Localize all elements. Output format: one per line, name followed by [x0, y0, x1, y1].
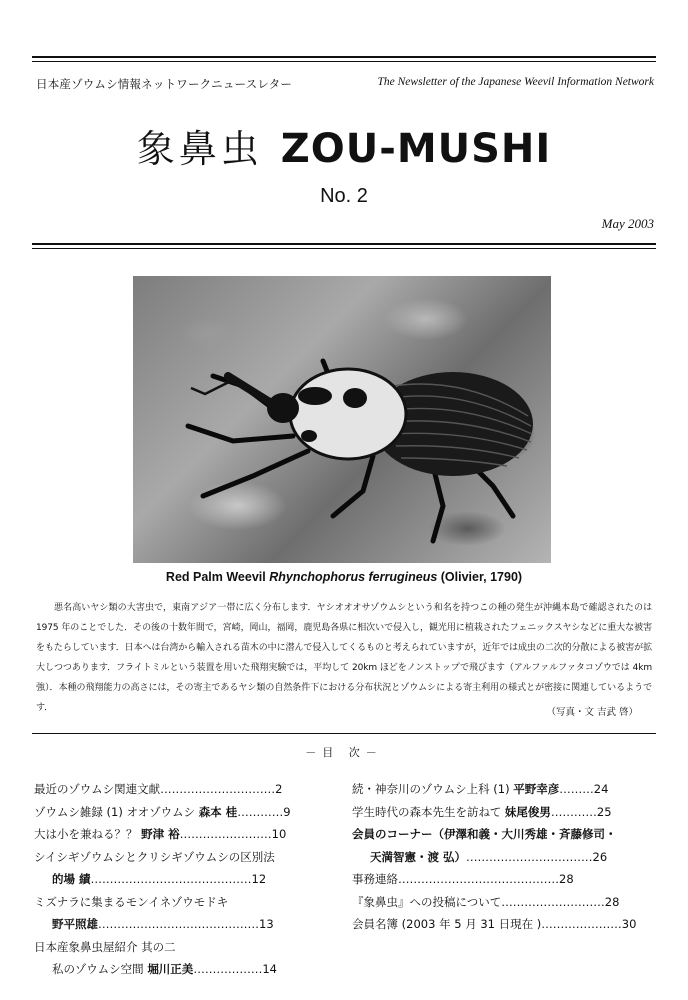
toc-entry-title: 大は小を兼ねる？？: [34, 827, 142, 841]
toc-entry-page: 12: [251, 872, 267, 886]
toc-entry: [352, 778, 654, 801]
masthead-title: [0, 118, 688, 173]
toc-entry-page: 10: [271, 827, 287, 841]
toc-entry-leader: ……………………………: [466, 849, 593, 864]
toc-entry-page: 26: [592, 849, 608, 864]
toc-entry-page: 28: [559, 872, 574, 886]
toc-entry: [34, 823, 336, 846]
toc-entry-author: 妹尾俊男: [504, 804, 551, 819]
toc-entry-leader: ……………………………………: [398, 872, 559, 886]
en-subtitle: The Newsletter of the Japanese Weevil Information Network: [377, 76, 654, 88]
toc-entry-title: 野平照雄: [52, 917, 98, 931]
toc-entry: [34, 778, 336, 801]
mid-rule-thick: [32, 243, 656, 245]
toc-entry-title: 最近のゾウムシ関連文献: [34, 782, 161, 796]
photo-caption: [0, 570, 688, 584]
toc-entry: [352, 823, 654, 846]
toc-rule: [32, 733, 656, 734]
toc-entry: [352, 913, 654, 936]
toc-entry-leader: ………: [559, 782, 594, 796]
toc-entry-author: 堀川正美: [147, 962, 194, 976]
toc-entry-page: 13: [259, 917, 274, 931]
toc-entry-leader: …………: [237, 804, 284, 819]
toc-entry-leader: ……………………: [179, 827, 272, 841]
toc-entry-author: 野津 裕: [141, 827, 180, 841]
weevil-photo: [133, 276, 551, 563]
toc-entry-leader: …………………: [541, 917, 622, 931]
toc-entry-author: 森本 桂: [198, 804, 238, 819]
toc-entry-title: 私のゾウムシ空間: [52, 962, 148, 976]
photo-credit: （写真・文 吉武 啓）: [546, 707, 638, 718]
caption-author: (Olivier, 1790): [437, 570, 523, 584]
toc-entry: [34, 868, 336, 891]
top-rule-thin: [32, 61, 656, 62]
toc-entry: [34, 913, 336, 936]
jp-subtitle: 日本産ゾウムシ情報ネットワークニュースレター: [36, 77, 293, 91]
top-rule-thick: [32, 56, 656, 58]
toc-entry: [34, 891, 336, 914]
issue-date: May 2003: [601, 216, 654, 231]
toc-entry-page: 9: [283, 804, 291, 819]
toc-entry: [34, 846, 336, 869]
toc-entry: [352, 801, 654, 824]
mid-rule-thin: [32, 248, 656, 249]
toc-title: －目 次－: [305, 746, 383, 759]
toc-entry-leader: ……………………………………: [90, 872, 252, 886]
toc-entry-title: ミズナラに集まるモンイネゾウモドキ: [34, 894, 229, 909]
toc-entry-page: 25: [596, 804, 612, 819]
title-kanji: 象鼻虫: [136, 127, 263, 171]
toc-entry-title: 会員名簿 (2003 年 5 月 31 日現在 ): [352, 917, 542, 931]
toc-left-column: [34, 778, 336, 981]
toc-entry: [352, 846, 654, 869]
toc-entry-leader: ………………: [193, 962, 263, 976]
caption-common-name: Red Palm Weevil: [165, 570, 270, 584]
toc-entry-title: 天満智憲・渡 弘）: [370, 849, 467, 864]
toc-entry-leader: …………………………: [160, 782, 276, 796]
toc-entry: [34, 936, 336, 959]
toc-entry-title: シイシギゾウムシとクリシギゾウムシの区別法: [34, 849, 275, 864]
toc-entry: [34, 958, 336, 981]
toc-entry-page: 28: [604, 894, 620, 909]
title-latin: ZOU-MUSHI: [280, 126, 552, 172]
toc-entry: [352, 868, 654, 891]
toc-entry-title: 事務連絡: [352, 872, 398, 886]
toc-entry-title: ゾウムシ雑録 (1) オオゾウムシ: [34, 804, 199, 819]
toc-entry-title: 学生時代の森本先生を訪ねて: [352, 804, 505, 819]
issue-number: No. 2: [320, 185, 368, 207]
toc-entry-title: 『象鼻虫』への投稿について: [352, 894, 502, 909]
toc-entry-title: 日本産象鼻虫屋紹介 其の二: [34, 939, 176, 954]
toc-entry-author: 平野幸彦: [513, 782, 560, 796]
toc-entry-leader: …………: [550, 804, 597, 819]
toc-entry-page: 14: [262, 962, 277, 976]
toc-entry-page: 2: [275, 782, 283, 796]
toc-entry-title: 会員のコーナー（伊澤和義・大川秀雄・斉藤修司・: [352, 827, 617, 841]
toc-entry-leader: ………………………: [501, 894, 605, 909]
toc-entry-leader: ……………………………………: [98, 917, 259, 931]
weevil-illustration: [133, 276, 551, 563]
toc-entry: [352, 891, 654, 914]
article-text: 悪名高いヤシ類の大害虫で，東南アジア一帯に広く分布します．ヤシオオオサゾウムシという和名を持つこの種の発生が沖縄本島で確認されたのは 1975 年のことでした．その後の十数年間で，宮崎，岡山，福岡，鹿児島各県に相次いで侵入し，観光用に植栽されたフェニックスヤシなどに重大な被害をもたらしています．日本へは台湾から輸入される苗木の中に潜んで侵入してくるものと考えられていますが，近年では成虫の二次的分散による被害が拡大しつつあります．フライトミルという装置を用いた飛翔実験では，平均して 20km ほどをノンストップで飛びます（アルファルファタコゾウでは 4km 強）．本種の飛翔能力の高さには，その寄主であるヤシ類の自然条件下における分布状況とゾウムシによる寄主利用の様式とが密接に関連しているようです．: [36, 603, 652, 713]
toc-entry-page: 24: [593, 782, 609, 796]
toc-entry: [34, 801, 336, 824]
toc-entry-title: 続・神奈川のゾウムシ上科 (1): [352, 782, 514, 796]
toc-entry-title: 的場 績: [52, 872, 91, 886]
toc-right-column: [352, 778, 654, 936]
toc-entry-page: 30: [621, 917, 637, 931]
caption-scientific-name: Rhynchophorus ferrugineus: [269, 570, 438, 584]
